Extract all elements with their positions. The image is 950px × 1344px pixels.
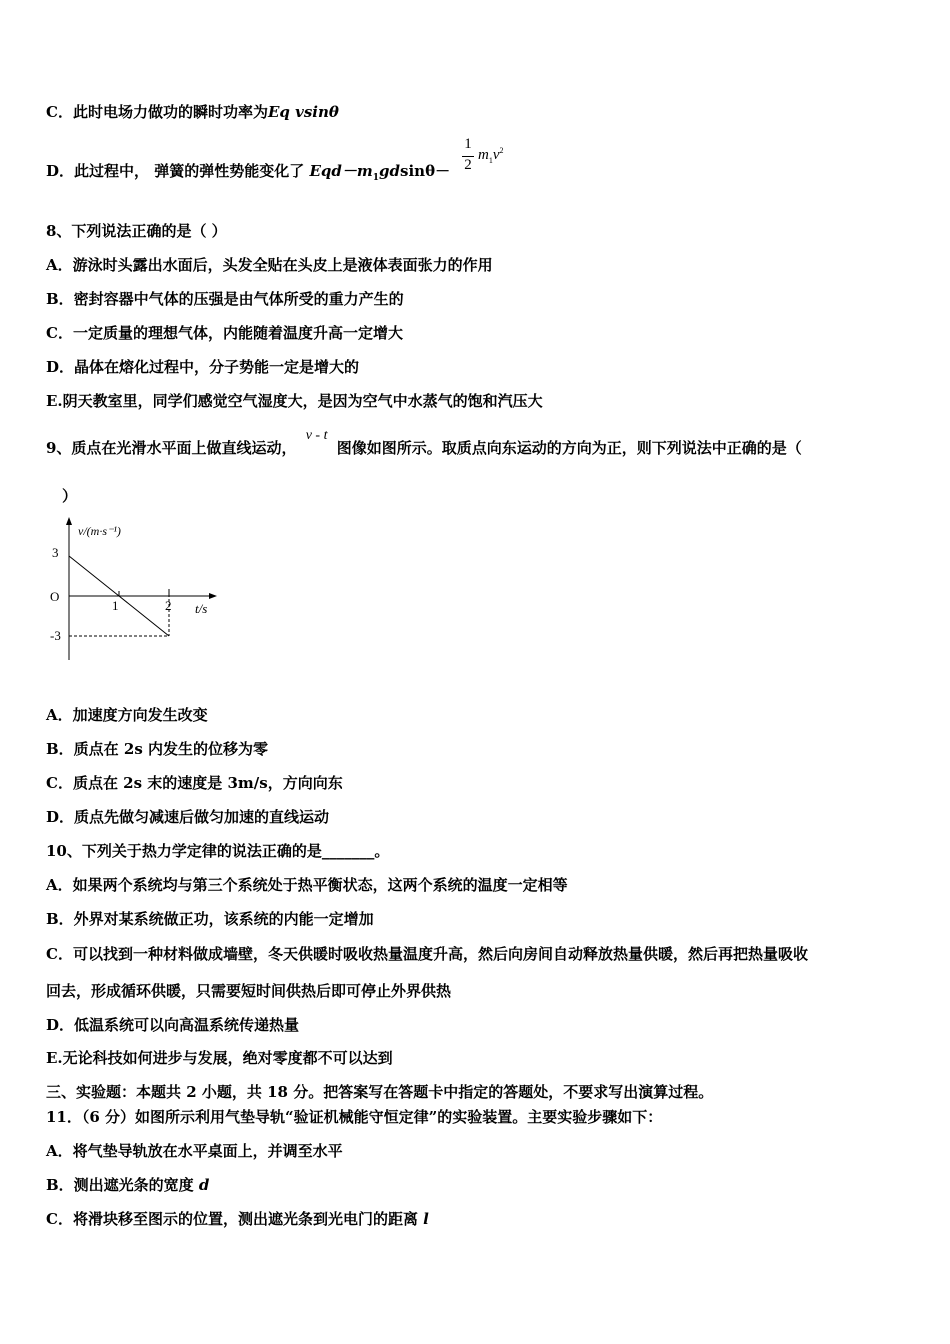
q7-option-d-formula-mid: gd xyxy=(379,162,401,180)
q7-option-c-formula-tail: sinθ xyxy=(303,103,339,121)
y-axis-label: v/(m·s⁻¹) xyxy=(78,524,121,538)
factor-m: m xyxy=(478,147,489,163)
q11-stem: 11．（6 分）如图所示利用气垫导轨“验证机械能守恒定律”的实验装置。主要实验步骤如下： xyxy=(46,1108,663,1126)
q8-option-c: C．一定质量的理想气体，内能随着温度升高一定增大 xyxy=(46,324,403,342)
fraction-factor xyxy=(478,146,504,165)
fraction-numerator: 1 xyxy=(464,136,472,152)
factor-v-sup: 2 xyxy=(499,146,504,155)
x-tick-1: 1 xyxy=(112,598,119,613)
y-tick-3: 3 xyxy=(52,545,59,560)
q11-option-a: A．将气垫导轨放在水平桌面上，并调至水平 xyxy=(46,1142,343,1160)
q11-option-b xyxy=(46,1175,209,1195)
y-axis-arrow xyxy=(66,517,72,525)
q10-option-d: D．低温系统可以向高温系统传递热量 xyxy=(46,1016,300,1034)
q9-option-c: C．质点在 2s 末的速度是 3m/s，方向向东 xyxy=(46,774,343,792)
q9-option-a: A．加速度方向发生改变 xyxy=(46,706,208,724)
x-tick-2: 2 xyxy=(165,598,172,613)
q11-option-c xyxy=(46,1209,429,1229)
q7-option-d xyxy=(46,161,450,188)
q7-fraction xyxy=(460,136,520,176)
q7-option-c-text: C．此时电场力做功的瞬时功率为 xyxy=(46,103,268,121)
q11-option-c-var: l xyxy=(423,1210,429,1228)
q7-option-d-text: D．此过程中， 弹簧的弹性势能变化了 xyxy=(46,162,310,180)
q9-stem-a: 9、质点在光滑水平面上做直线运动， xyxy=(46,439,297,457)
q9-stem xyxy=(46,428,802,460)
q8-stem: 8、下列说法正确的是（ ） xyxy=(46,222,227,240)
origin-label: O xyxy=(50,589,60,604)
q8-option-d: D．晶体在熔化过程中，分子势能一定是增大的 xyxy=(46,358,360,376)
x-axis-label: t/s xyxy=(195,601,208,616)
q10-option-c: C．可以找到一种材料做成墙壁，冬天供暖时吸收热量温度升高，然后向房间自动释放热量供暖，然后再把热量吸收 xyxy=(46,945,808,963)
fraction-denominator: 2 xyxy=(464,157,472,173)
factor-m-sub: 1 xyxy=(488,156,493,165)
q10-option-a: A．如果两个系统均与第三个系统处于热平衡状态，这两个系统的温度一定相等 xyxy=(46,876,568,894)
y-tick-neg3: -3 xyxy=(50,628,61,643)
q10-option-b: B．外界对某系统做正功，该系统的内能一定增加 xyxy=(46,910,374,928)
section3-heading: 三、实验题：本题共 2 小题，共 18 分。把答案写在答题卡中指定的答题处，不要求写出演算过程。 xyxy=(46,1083,714,1101)
q7-option-d-subscript: 1 xyxy=(372,173,380,183)
q7-option-d-formula: Eqd－m xyxy=(309,162,373,180)
q7-option-c-formula: Eq v xyxy=(267,103,304,121)
q10-option-e: E.无论科技如何进步与发展，绝对零度都不可以达到 xyxy=(46,1049,393,1067)
q8-option-e: E.阴天教室里，同学们感觉空气湿度大，是因为空气中水蒸气的饱和汽压大 xyxy=(46,392,543,410)
q10-option-c-cont: 回去，形成循环供暖，只需要短时间供热后即可停止外界供热 xyxy=(46,982,452,1000)
q7-option-d-formula-tail: sinθ－ xyxy=(400,162,451,180)
q8-option-b: B．密封容器中气体的压强是由气体所受的重力产生的 xyxy=(46,290,404,308)
factor-v: v xyxy=(492,147,500,163)
q11-option-b-var: d xyxy=(198,1176,210,1194)
q9-vt-graph xyxy=(40,515,230,665)
q9-stem-close: ） xyxy=(62,487,78,505)
q11-option-c-text: C．将滑块移至图示的位置，测出遮光条到光电门的距离 xyxy=(46,1210,424,1228)
q8-option-a: A．游泳时头露出水面后，头发全贴在头皮上是液体表面张力的作用 xyxy=(46,256,493,274)
q9-stem-vt: v - t xyxy=(305,428,328,443)
q9-option-d: D．质点先做匀减速后做匀加速的直线运动 xyxy=(46,808,330,826)
x-axis-arrow xyxy=(209,593,217,599)
q10-stem: 10、下列关于热力学定律的说法正确的是_______。 xyxy=(46,842,390,860)
q7-option-c xyxy=(46,102,339,122)
q11-option-b-text: B．测出遮光条的宽度 xyxy=(46,1176,199,1194)
q9-option-b: B．质点在 2s 内发生的位移为零 xyxy=(46,740,269,758)
q9-stem-b: 图像如图所示。取质点向东运动的方向为正，则下列说法中正确的是（ xyxy=(336,439,802,457)
